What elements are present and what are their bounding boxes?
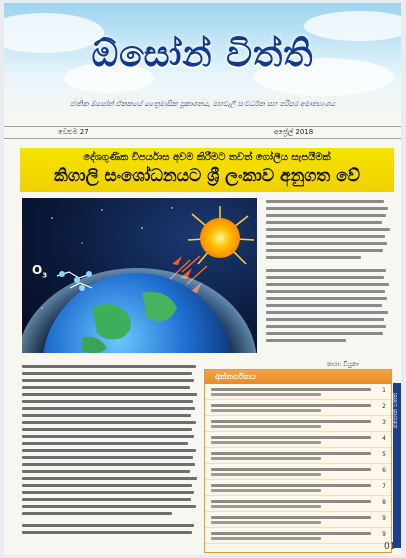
headline-title: කිගාලි සංශෝධනයට ශ්‍රී ලංකාව අනුගත වේ (54, 166, 360, 186)
toc-item[interactable]: 1 (205, 384, 391, 400)
body-text-column (22, 365, 198, 538)
earth-sun-illustration (22, 198, 257, 353)
toc-item[interactable]: 9 (205, 512, 391, 528)
issue-volume: වෙළුම 27 (58, 128, 89, 136)
photo-credit: ඡායා: වියුනා (327, 361, 359, 368)
headline-kicker: දේශගුණික විපර්යාස අවම කිරීමට තවත් ගෝලීය සැපයීමක් (83, 152, 331, 163)
toc-item[interactable]: 7 (205, 480, 391, 496)
toc-item[interactable]: 3 (205, 416, 391, 432)
page-number: 01 (384, 542, 396, 552)
toc-item[interactable]: 5 (205, 448, 391, 464)
toc-item[interactable]: 6 (205, 464, 391, 480)
toc-item[interactable]: 2 (205, 400, 391, 416)
toc-item[interactable]: 4 (205, 432, 391, 448)
masthead (4, 3, 401, 115)
side-tab: ඕසෝන් විත්ති (393, 383, 401, 548)
intro-text-column (266, 200, 392, 346)
masthead-subtitle: ජාතික ඕසෝන් ඒකකයේ ත්‍රෛමාසික ප්‍රකාශනය, මහවැලි සංවර්ධන සහ පරිසර අමාත්‍යාංශය (69, 100, 336, 108)
toc-item[interactable]: 9 (205, 528, 391, 544)
contents-box (204, 369, 392, 553)
ozone-feature-image (22, 198, 257, 353)
masthead-title: ඕසෝන් විත්ති (91, 33, 314, 75)
sun-icon (200, 218, 240, 258)
issue-bar (4, 126, 401, 139)
contents-heading: අන්තර්ගතය (205, 370, 391, 384)
headline-banner (20, 148, 394, 192)
newsletter-page (4, 3, 401, 555)
issue-date: අප්‍රේල් 2018 (274, 128, 314, 136)
ozone-label: $O_3$ (32, 263, 48, 280)
toc-item[interactable]: 8 (205, 496, 391, 512)
